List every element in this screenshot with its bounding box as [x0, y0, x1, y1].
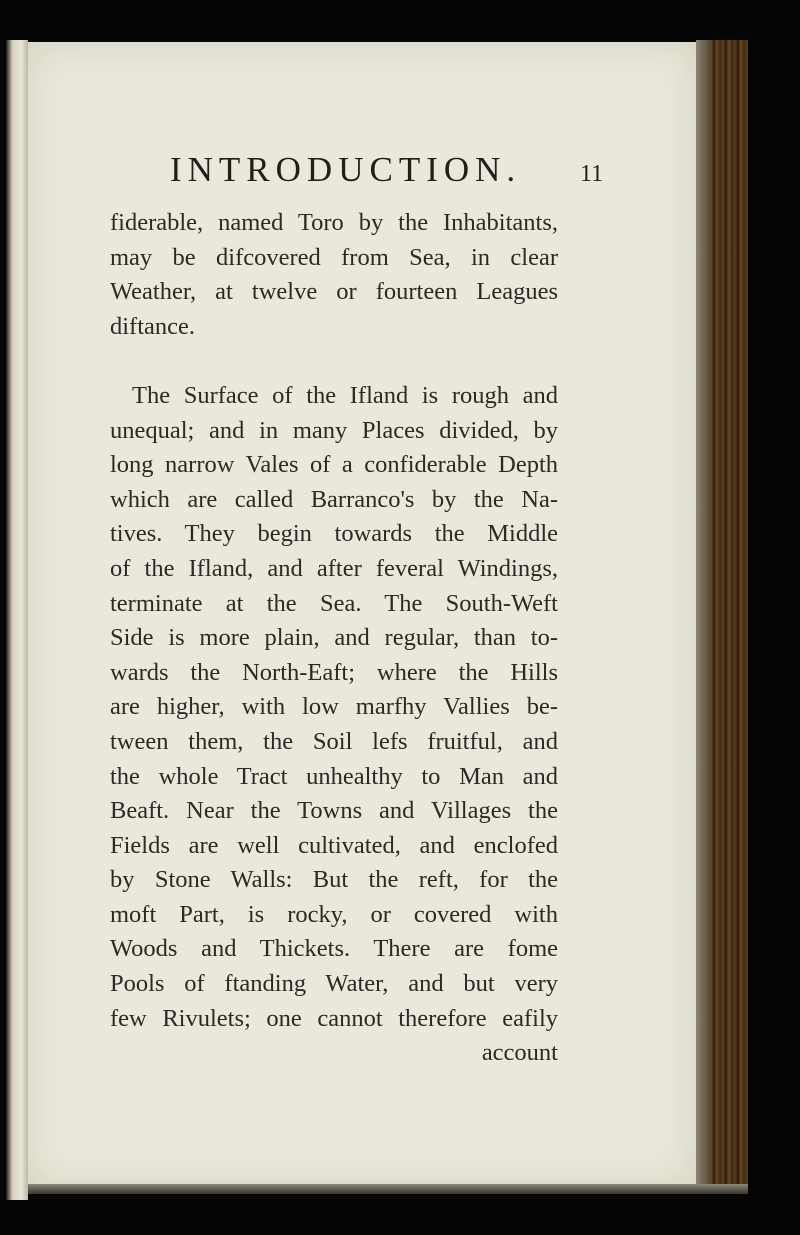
text-line: Fields are well cultivated, and enclofed: [110, 831, 558, 859]
text-line: are higher, with low marfhy Vallies be-: [110, 693, 558, 721]
text-line: Side is more plain, and regular, than to-: [110, 624, 558, 652]
text-line: The Surface of the Ifland is rough and: [132, 381, 558, 409]
running-head-title: INTRODUCTION.: [170, 150, 522, 189]
text-line: fiderable, named Toro by the Inhabitants,: [110, 209, 558, 236]
text-line: Woods and Thickets. There are fome: [110, 935, 558, 963]
text-line: moft Part, is rocky, or covered with: [110, 900, 558, 928]
paragraph-gap: [110, 344, 558, 379]
text-line: few Rivulets; one cannot therefore eafily: [110, 1004, 558, 1032]
bottom-page-edge: [28, 1184, 748, 1194]
text-line: the whole Tract unhealthy to Man and: [110, 762, 558, 790]
text-line: tives. They begin towards the Middle: [110, 520, 558, 548]
page-number: 11: [580, 161, 604, 187]
text-line: may be difcovered from Sea, in clear: [110, 243, 558, 271]
text-line: by Stone Walls: But the reft, for the: [110, 866, 558, 894]
left-page-edge: [6, 40, 28, 1200]
text-line: Beaft. Near the Towns and Villages the: [110, 797, 558, 825]
text-line: Weather, at twelve or fourteen Leagues: [110, 278, 558, 306]
text-line: which are called Barranco's by the Na-: [110, 485, 558, 513]
text-line: long narrow Vales of a confiderable Depth: [110, 451, 558, 479]
text-line: unequal; and in many Places divided, by: [110, 416, 558, 444]
body-text: [110, 206, 558, 1071]
text-line: of the Ifland, and after feveral Windings,: [110, 554, 558, 582]
text-line: Pools of ftanding Water, and but very: [110, 970, 558, 998]
text-line: wards the North-Eaft; where the Hills: [110, 658, 558, 686]
catchword: account: [481, 1039, 558, 1067]
text-line: terminate at the Sea. The South-Weft: [110, 589, 558, 617]
text-line: tween them, the Soil lefs fruitful, and: [110, 727, 558, 755]
text-line: diftance.: [110, 312, 196, 340]
spine-shadow: [696, 40, 714, 1190]
